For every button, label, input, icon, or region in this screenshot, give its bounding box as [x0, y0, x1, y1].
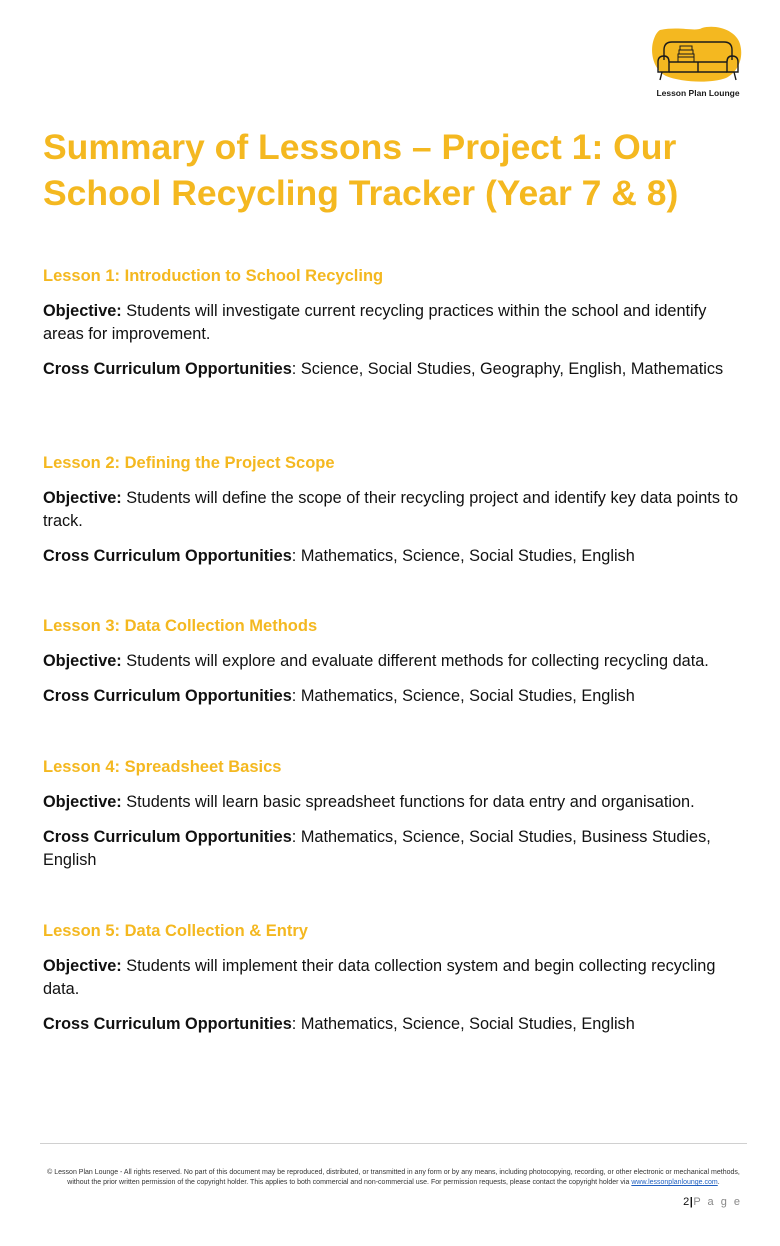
cross-curriculum-label: Cross Curriculum Opportunities [43, 1015, 292, 1033]
objective-label: Objective: [43, 957, 122, 975]
lesson-objective [43, 487, 749, 533]
lesson-heading: Lesson 5: Data Collection & Entry [43, 922, 308, 940]
lesson-4 [43, 757, 749, 884]
page-word: P a g e [693, 1196, 742, 1208]
brand-logo [650, 26, 746, 100]
copyright-notice [40, 1168, 747, 1188]
objective-text: Students will implement their data collection system and begin collecting recycling data. [43, 957, 716, 998]
lesson-cross-curriculum [43, 1013, 749, 1036]
cross-curriculum-label: Cross Curriculum Opportunities [43, 547, 292, 565]
lesson-cross-curriculum [43, 685, 749, 708]
lesson-heading: Lesson 4: Spreadsheet Basics [43, 758, 282, 776]
cross-curriculum-label: Cross Curriculum Opportunities [43, 828, 292, 846]
lesson-objective [43, 791, 749, 814]
cross-curriculum-text: : Science, Social Studies, Geography, English, Mathematics [291, 360, 724, 378]
lesson-2 [43, 453, 749, 580]
lesson-heading: Lesson 3: Data Collection Methods [43, 617, 318, 635]
cross-curriculum-text: : Mathematics, Science, Social Studies, English [291, 1015, 635, 1033]
lesson-5 [43, 921, 749, 1048]
cross-curriculum-label: Cross Curriculum Opportunities [43, 687, 292, 705]
objective-text: Students will learn basic spreadsheet functions for data entry and organisation. [121, 793, 695, 811]
brand-name: Lesson Plan Lounge [656, 88, 740, 98]
cross-curriculum-label: Cross Curriculum Opportunities [43, 360, 292, 378]
sofa-with-books-icon [650, 26, 746, 88]
cross-curriculum-text: : Mathematics, Science, Social Studies, English [291, 547, 635, 565]
lesson-cross-curriculum [43, 545, 749, 568]
website-link[interactable]: www.lessonplanlounge.com [631, 1179, 718, 1186]
page-title: Summary of Lessons – Project 1: Our School Recycling Tracker (Year 7 & 8) [43, 127, 679, 213]
lesson-heading: Lesson 1: Introduction to School Recycling [43, 267, 384, 285]
page-number-value: 2 [683, 1196, 690, 1208]
objective-text: Students will define the scope of their recycling project and identify key data points to track. [43, 489, 739, 530]
lesson-1 [43, 266, 749, 393]
footer-divider [40, 1143, 747, 1144]
lesson-objective [43, 300, 749, 346]
lesson-objective [43, 650, 749, 673]
page-number [683, 1196, 742, 1208]
lesson-heading: Lesson 2: Defining the Project Scope [43, 454, 335, 472]
lesson-cross-curriculum [43, 358, 749, 381]
lesson-3 [43, 616, 749, 720]
lesson-objective [43, 955, 749, 1001]
cross-curriculum-text: : Mathematics, Science, Social Studies, Business Studies, English [43, 828, 711, 869]
objective-label: Objective: [43, 652, 122, 670]
lesson-cross-curriculum [43, 826, 749, 872]
page-separator: | [689, 1196, 694, 1208]
objective-text: Students will investigate current recycling practices within the school and identify areas for improvement. [43, 302, 707, 343]
cross-curriculum-text: : Mathematics, Science, Social Studies, English [291, 687, 635, 705]
objective-label: Objective: [43, 302, 122, 320]
objective-label: Objective: [43, 489, 122, 507]
objective-text: Students will explore and evaluate different methods for collecting recycling data. [121, 652, 709, 670]
objective-label: Objective: [43, 793, 122, 811]
copyright-end: . [717, 1179, 720, 1186]
copyright-text: © Lesson Plan Lounge - All rights reserved. No part of this document may be reproduced, distributed, or transmitted in any form or by any means, including photocopying, recording, or other electronic or mechanical methods, without the prior written permission of the copyright holder. This applies to both commercial and non-commercial use. For permission requests, please contact the copyright holder via [47, 1169, 740, 1186]
